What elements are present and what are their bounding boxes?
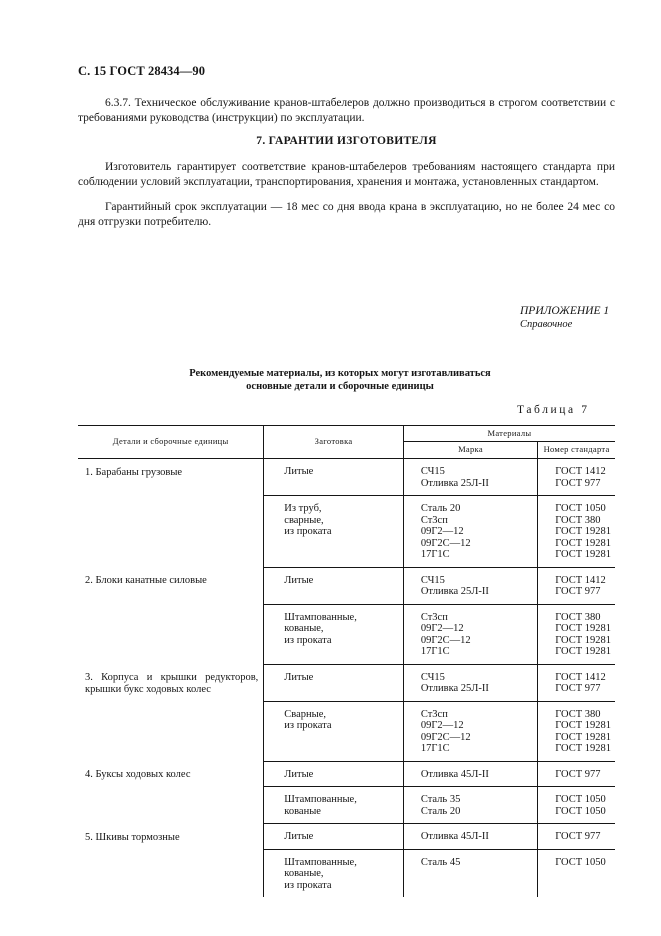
grade-line: 09Г2С—12 xyxy=(420,537,471,549)
section-7-title: 7. ГАРАНТИИ ИЗГОТОВИТЕЛЯ xyxy=(256,135,437,147)
grade-line: 09Г2С—12 xyxy=(420,634,471,646)
grade-cell xyxy=(403,787,537,824)
standard-cell xyxy=(538,496,615,568)
grade-cell xyxy=(403,459,537,496)
blank-line: Литые xyxy=(284,466,314,477)
grade-cell xyxy=(403,496,537,568)
blank-line: Штампованные, xyxy=(284,611,357,623)
grade-line: Отливка 25Л-II xyxy=(420,586,489,597)
table-caption xyxy=(150,368,530,393)
standard-cell xyxy=(538,761,615,787)
appendix-subtitle: Справочное xyxy=(520,319,573,330)
blank-cell xyxy=(264,849,404,897)
grade-line: СЧ15 xyxy=(420,671,445,683)
standard-line: ГОСТ 1050 xyxy=(555,805,606,817)
grade-line: СЧ15 xyxy=(420,466,445,477)
standard-line: ГОСТ 19281 xyxy=(555,731,611,743)
header-standard: Номер стандарта xyxy=(538,442,615,459)
table-row xyxy=(78,567,615,604)
standard-cell xyxy=(538,567,615,604)
standard-line: ГОСТ 380 xyxy=(555,611,601,623)
grade-line: 17Г1С xyxy=(420,549,450,560)
blank-line: Литые xyxy=(284,671,314,683)
paragraph-6-3-7: 6.3.7. Техническое обслуживание кранов-штабелеров должно производиться в строгом соответствии с требованиями руководства (инструкции) по эксплуатации. xyxy=(78,97,615,124)
standard-cell xyxy=(538,849,615,897)
standard-line: ГОСТ 19281 xyxy=(555,623,611,634)
materials-table xyxy=(78,425,615,897)
standard-line: ГОСТ 19281 xyxy=(555,549,611,560)
grade-cell xyxy=(403,701,537,761)
grade-line: Сталь 35 xyxy=(420,794,461,805)
standard-line: ГОСТ 1412 xyxy=(555,466,606,477)
table-row xyxy=(78,824,615,850)
standard-cell xyxy=(538,824,615,850)
grade-line: Отливка 25Л-II xyxy=(420,683,489,694)
standard-line: ГОСТ 977 xyxy=(555,477,601,489)
standard-line: ГОСТ 1050 xyxy=(555,794,606,805)
blank-line: Штампованные, xyxy=(284,856,357,868)
blank-line: Из труб, xyxy=(284,503,322,514)
grade-line: Отливка 45Л-II xyxy=(420,831,489,842)
standard-line: ГОСТ 1412 xyxy=(555,671,606,683)
standard-line: ГОСТ 977 xyxy=(555,831,601,842)
standard-line: ГОСТ 19281 xyxy=(555,537,611,549)
grade-line: 17Г1С xyxy=(420,743,450,754)
grade-line: 09Г2—12 xyxy=(420,623,464,634)
materials-table-body xyxy=(78,459,615,898)
grade-cell xyxy=(403,664,537,701)
blank-cell xyxy=(264,459,404,496)
grade-line: СЧ15 xyxy=(420,574,445,586)
blank-cell xyxy=(264,787,404,824)
standard-cell xyxy=(538,701,615,761)
grade-line: Отливка 45Л-II xyxy=(420,768,489,780)
paragraph-guarantee: Изготовитель гарантирует соответствие кранов-штабелеров требованиям настоящего стандарта при соблюдении условий эксплуатации, транспортирования, хранения и монтажа, установленных стандартом. xyxy=(78,161,615,188)
blank-line: из проката xyxy=(284,879,332,891)
grade-cell xyxy=(403,567,537,604)
grade-cell xyxy=(403,849,537,897)
detail-cell: 5. Шкивы тормозные xyxy=(85,831,180,843)
detail-cell: 3. Корпуса и крышки редукторов, крышки букс ходовых колес xyxy=(85,672,259,695)
table-caption-line-1: Рекомендуемые материалы, из которых могут изготавливаться xyxy=(189,368,491,379)
table-row xyxy=(78,459,615,496)
table-row xyxy=(78,664,615,701)
blank-line: из проката xyxy=(284,526,332,537)
header-details: Детали и сборочные единицы xyxy=(78,426,264,459)
grade-line: Отливка 25Л-II xyxy=(420,477,489,489)
appendix-title: ПРИЛОЖЕНИЕ 1 xyxy=(520,305,610,317)
grade-cell xyxy=(403,824,537,850)
blank-line: из проката xyxy=(284,634,332,646)
blank-line: из проката xyxy=(284,720,332,731)
blank-line: кованые xyxy=(284,805,321,817)
grade-line: Ст3сп xyxy=(420,514,448,526)
header-blank: Заготовка xyxy=(264,426,404,459)
standard-line: ГОСТ 19281 xyxy=(555,743,611,754)
blank-cell xyxy=(264,701,404,761)
standard-line: ГОСТ 977 xyxy=(555,768,601,780)
grade-cell xyxy=(403,761,537,787)
standard-cell xyxy=(538,604,615,664)
standard-line: ГОСТ 19281 xyxy=(555,634,611,646)
standard-line: ГОСТ 19281 xyxy=(555,526,611,537)
grade-line: 09Г2—12 xyxy=(420,720,464,731)
standard-line: ГОСТ 1050 xyxy=(555,503,606,514)
blank-line: Сварные, xyxy=(284,708,326,720)
grade-line: Ст3сп xyxy=(420,708,448,720)
grade-line: 09Г2С—12 xyxy=(420,731,471,743)
detail-cell: 4. Буксы ходовых колес xyxy=(85,769,191,780)
blank-line: Литые xyxy=(284,768,314,780)
standard-line: ГОСТ 380 xyxy=(555,708,601,720)
standard-line: ГОСТ 380 xyxy=(555,514,601,526)
blank-cell xyxy=(264,604,404,664)
blank-line: Литые xyxy=(284,574,314,586)
blank-cell xyxy=(264,664,404,701)
standard-line: ГОСТ 19281 xyxy=(555,720,611,731)
blank-cell xyxy=(264,824,404,850)
appendix-label xyxy=(520,304,609,332)
blank-cell xyxy=(264,567,404,604)
standard-cell xyxy=(538,664,615,701)
paragraph-warranty-term: Гарантийный срок эксплуатации — 18 мес со дня ввода крана в эксплуатацию, но не более 24 мес со дня отгрузки потребителю. xyxy=(78,201,615,228)
blank-cell xyxy=(264,761,404,787)
table-row xyxy=(78,761,615,787)
grade-line: Сталь 45 xyxy=(420,856,461,868)
blank-line: кованые, xyxy=(284,868,324,879)
header-materials: Материалы xyxy=(403,426,615,442)
blank-cell xyxy=(264,496,404,568)
blank-line: Литые xyxy=(284,831,314,842)
detail-cell: 1. Барабаны грузовые xyxy=(85,467,183,478)
standard-line: ГОСТ 977 xyxy=(555,683,601,694)
detail-cell: 2. Блоки канатные силовые xyxy=(85,575,207,586)
grade-line: Сталь 20 xyxy=(420,805,461,817)
table-caption-line-2: основные детали и сборочные единицы xyxy=(246,380,434,392)
standard-line: ГОСТ 19281 xyxy=(555,646,611,657)
standard-line: ГОСТ 1412 xyxy=(555,574,606,586)
grade-line: 17Г1С xyxy=(420,646,450,657)
blank-line: кованые, xyxy=(284,623,324,634)
blank-line: Штампованные, xyxy=(284,794,357,805)
standard-line: ГОСТ 977 xyxy=(555,586,601,597)
page-header: С. 15 ГОСТ 28434—90 xyxy=(78,64,206,78)
grade-line: 09Г2—12 xyxy=(420,526,464,537)
blank-line: сварные, xyxy=(284,514,324,526)
table-number: Таблица 7 xyxy=(517,404,590,416)
grade-line: Сталь 20 xyxy=(420,503,461,514)
header-grade: Марка xyxy=(403,442,537,459)
standard-cell xyxy=(538,787,615,824)
standard-line: ГОСТ 1050 xyxy=(555,856,606,868)
grade-line: Ст3сп xyxy=(420,611,448,623)
standard-cell xyxy=(538,459,615,496)
grade-cell xyxy=(403,604,537,664)
